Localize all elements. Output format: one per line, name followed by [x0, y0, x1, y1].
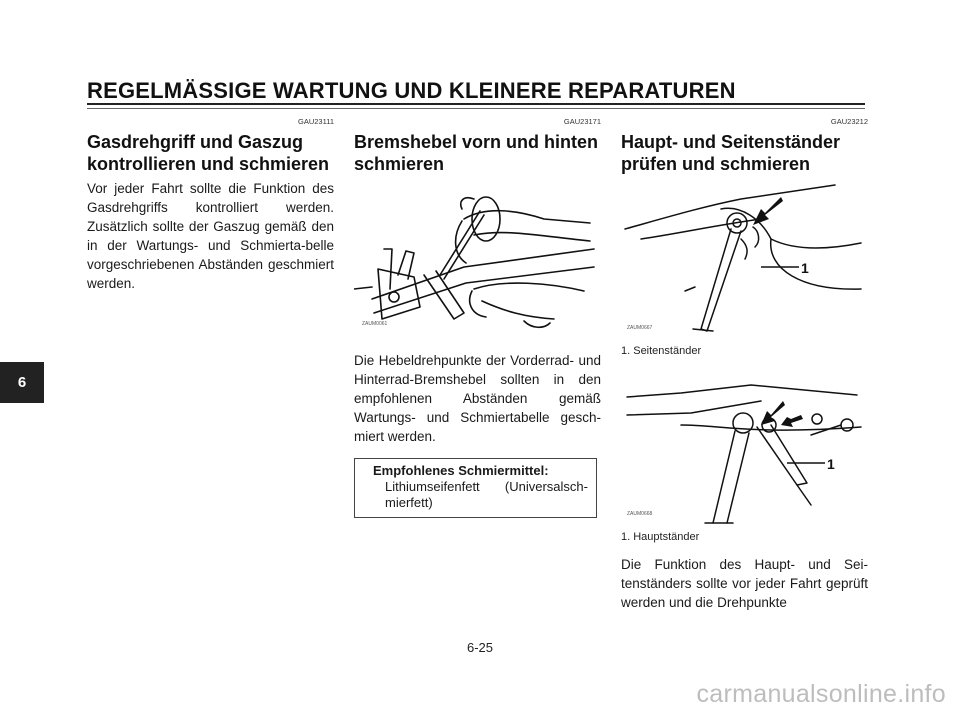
mainstand-illustration [621, 365, 865, 525]
section-stands [621, 116, 868, 612]
section-throttle [87, 116, 334, 293]
page-number: 6-25 [466, 640, 494, 655]
brake-lever-illustration [354, 179, 598, 337]
header-rule-thin [87, 108, 865, 109]
watermark: carmanualsonline.info [696, 680, 946, 708]
sidestand-illustration [621, 179, 865, 339]
section-title: Gasdrehgriff und Gaszug kontrollieren und schmieren [87, 132, 330, 174]
chapter-tab: 6 [0, 362, 44, 403]
lubricant-note-box [354, 458, 597, 518]
note-text: Lithiumseifenfett (Universalsch-mierfett) [385, 479, 588, 510]
section-body: Vor jeder Fahrt sollte die Funktion des Gasdrehgriffs kontrolliert werden. Zusätzlich sollte der Gaszug gemäß den in der Wartungs- und Schmierta-belle vorgeschriebenen Abständen geschmiert werden. [87, 181, 334, 291]
figure-id: ZAUM0061 [362, 321, 388, 327]
note-title: Empfohlenes Schmiermittel: [373, 463, 549, 478]
section-code: GAU23212 [830, 117, 868, 126]
section-code: GAU23111 [298, 117, 334, 126]
figure-id: ZAUM0668 [627, 511, 653, 517]
sidestand-drawing [621, 179, 865, 339]
mainstand-drawing [621, 365, 865, 525]
header-rule [87, 103, 865, 105]
section-code: GAU23171 [563, 117, 601, 126]
section-body: Die Funktion des Haupt- und Sei-tenständers sollte vor jeder Fahrt geprüft werden und die Drehpunkte [621, 557, 868, 610]
figure-caption: 1. Hauptständer [621, 531, 700, 543]
section-title: Haupt- und Seitenständer prüfen und schmieren [621, 132, 841, 174]
section-title: Bremshebel vorn und hinten schmieren [354, 132, 599, 174]
hands-lubrication-drawing [354, 179, 598, 337]
figure-caption: 1. Seitenständer [621, 345, 702, 357]
figure-callout: 1 [801, 260, 809, 276]
section-brake-levers [354, 116, 601, 518]
figure-callout: 1 [827, 456, 835, 472]
section-body: Die Hebeldrehpunkte der Vorderrad- und Hinterrad-Bremshebel sollten in den empfohlenen Abständen gemäß Wartungs- und Schmiertabelle gesch-miert werden. [354, 353, 601, 444]
page-title: REGELMÄSSIGE WARTUNG UND KLEINERE REPARATUREN [87, 78, 736, 103]
figure-id: ZAUM0667 [627, 325, 653, 331]
